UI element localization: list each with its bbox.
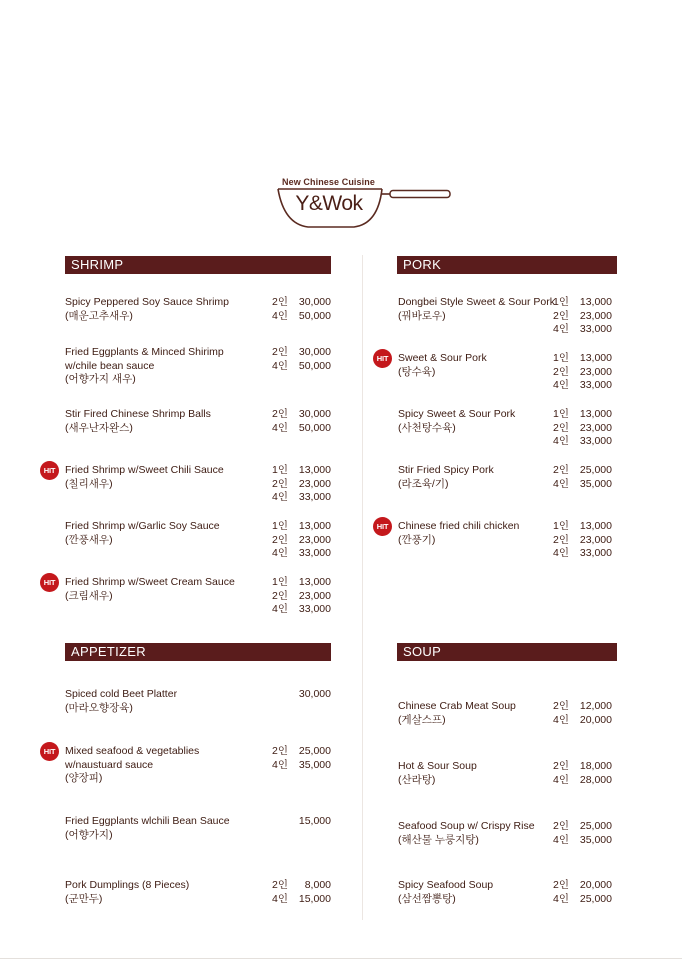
menu-item-name-line: Pork Dumplings (8 Pieces) [65, 879, 190, 891]
section-header-pork: PORK [397, 256, 617, 274]
price: 13,000 [579, 520, 612, 532]
menu-item-name [65, 815, 230, 842]
price-row [272, 688, 331, 702]
brand-tagline: New Chinese Cuisine [282, 177, 375, 187]
menu-item-name-line: Stir Fried Spicy Pork [398, 464, 494, 476]
price-row [553, 296, 612, 310]
serving-size: 2인 [553, 820, 569, 832]
price-list [553, 700, 612, 727]
price: 25,000 [298, 745, 331, 757]
serving-size: 4인 [272, 359, 288, 372]
menu-item-name-line: w/chile bean sauce [65, 359, 155, 372]
serving-size: 1인 [272, 576, 288, 588]
price-list [553, 408, 612, 449]
menu-item-name-line: Fried Shrimp w/Sweet Chili Sauce [65, 464, 224, 476]
menu-item-name-line: w/naustuard sauce [65, 758, 154, 771]
menu-item-name-line: (마라오향장육) [65, 701, 133, 714]
menu-item-name-line: Stir Fired Chinese Shrimp Balls [65, 408, 211, 420]
menu-item-name-line: Dongbei Style Sweet & Sour Pork [398, 296, 555, 308]
menu-item-name-line: (삼선짬뽕탕) [398, 892, 456, 905]
menu-item-name-line: Chinese Crab Meat Soup [398, 700, 516, 712]
serving-size: 1인 [553, 352, 569, 364]
menu-item-name [65, 296, 229, 323]
price: 13,000 [579, 296, 612, 308]
price-row [272, 745, 331, 759]
price-list [553, 296, 612, 337]
hit-badge: HIT [373, 517, 392, 536]
price: 50,000 [298, 359, 331, 372]
price-list [553, 464, 612, 491]
price: 23,000 [579, 365, 612, 378]
price: 23,000 [298, 533, 331, 546]
serving-size: 4인 [553, 547, 569, 559]
price-row [272, 422, 331, 436]
section-header-soup: SOUP [397, 643, 617, 661]
menu-item-name-line: (깐풍새우) [65, 533, 113, 546]
price: 35,000 [579, 477, 612, 490]
price-list [553, 879, 612, 906]
price: 13,000 [579, 352, 612, 364]
serving-size: 4인 [272, 758, 288, 771]
price: 33,000 [579, 435, 612, 447]
menu-item-name [398, 760, 477, 787]
menu-item-name [65, 346, 224, 387]
price-row [553, 435, 612, 449]
serving-size: 1인 [553, 296, 569, 308]
menu-item-name [398, 879, 493, 906]
price-row [272, 491, 331, 505]
brand-name: Y&Wok [295, 192, 363, 215]
price-list [553, 760, 612, 787]
hit-badge: HIT [40, 573, 59, 592]
price-row [553, 464, 612, 478]
price: 35,000 [579, 833, 612, 846]
serving-size: 2인 [553, 760, 569, 772]
price-row [553, 879, 612, 893]
serving-size: 2인 [272, 879, 288, 891]
price: 18,000 [579, 760, 612, 772]
menu-item-name-line: Spicy Peppered Soy Sauce Shrimp [65, 296, 230, 308]
serving-size: 4인 [553, 713, 569, 726]
menu-item-name [398, 700, 516, 727]
menu-item-name [398, 820, 535, 847]
menu-item-name-line: (매운고추새우) [65, 309, 133, 322]
menu-item-name [398, 296, 555, 323]
price: 15,000 [298, 892, 331, 905]
menu-item-name-line: Sweet & Sour Pork [398, 352, 487, 364]
hit-badge: HIT [40, 742, 59, 761]
serving-size: 1인 [272, 520, 288, 532]
price: 33,000 [298, 491, 331, 503]
menu-item-name-line: (어향가지 새우) [65, 373, 136, 385]
serving-size: 4인 [553, 379, 569, 391]
price: 30,000 [298, 296, 331, 308]
price-list [272, 346, 331, 373]
price: 30,000 [298, 688, 331, 700]
menu-item-name [398, 408, 515, 435]
price: 50,000 [298, 421, 331, 434]
menu-item-name-line: Chinese fried chili chicken [398, 520, 520, 532]
price: 33,000 [579, 379, 612, 391]
serving-size: 2인 [553, 533, 569, 546]
price: 50,000 [298, 309, 331, 322]
price: 33,000 [298, 603, 331, 615]
price: 13,000 [298, 576, 331, 588]
serving-size: 1인 [272, 464, 288, 476]
menu-item-name-line: Fried Eggplants & Minced Shirimp [65, 346, 224, 358]
menu-item-name-line: (칠리새우) [65, 477, 113, 490]
price: 25,000 [579, 892, 612, 905]
serving-size: 1인 [553, 520, 569, 532]
price: 28,000 [579, 773, 612, 786]
menu-item-name [398, 464, 494, 491]
price-row [553, 323, 612, 337]
price: 25,000 [579, 820, 612, 832]
price-row [272, 310, 331, 324]
menu-item-name-line: Spicy Seafood Soup [398, 879, 494, 891]
menu-item-name [65, 520, 220, 547]
serving-size: 4인 [272, 603, 288, 615]
price-row [272, 590, 331, 604]
price-row [553, 760, 612, 774]
price: 13,000 [579, 408, 612, 420]
price-row [272, 547, 331, 561]
serving-size: 4인 [553, 833, 569, 846]
menu-item-name-line: Spicy Sweet & Sour Pork [398, 408, 516, 420]
price-row [553, 408, 612, 422]
price: 30,000 [298, 346, 331, 358]
section-header-shrimp: SHRIMP [65, 256, 331, 274]
serving-size: 4인 [272, 309, 288, 322]
price-list [272, 688, 331, 702]
serving-size: 2인 [272, 408, 288, 420]
price: 33,000 [298, 547, 331, 559]
serving-size: 4인 [272, 421, 288, 434]
serving-size: 2인 [272, 533, 288, 546]
menu-item-name [398, 520, 519, 547]
serving-size: 2인 [272, 346, 288, 358]
price-list [272, 296, 331, 323]
price-row [272, 576, 331, 590]
menu-item-name [65, 576, 235, 603]
menu-item-name [65, 464, 224, 491]
serving-size: 4인 [272, 547, 288, 559]
menu-item-name-line: (라조육/기) [398, 477, 449, 490]
menu-item-name [65, 408, 211, 435]
menu-item-name [398, 352, 487, 379]
menu-item-name [65, 688, 177, 715]
menu-item-name-line: (꿔바로우) [398, 309, 446, 322]
price-list [272, 576, 331, 617]
menu-item-name-line: Fried Shrimp w/Garlic Soy Sauce [65, 520, 220, 532]
menu-item-name-line: (깐풍기) [398, 533, 436, 546]
menu-item-name-line: (산라탕) [398, 773, 436, 786]
menu-item-name [65, 745, 199, 786]
serving-size: 2인 [553, 309, 569, 322]
menu-item-name-line: (사천탕수육) [398, 421, 456, 434]
serving-size: 4인 [553, 892, 569, 905]
menu-item-name-line: (크림새우) [65, 589, 113, 602]
serving-size: 2인 [553, 879, 569, 891]
price-list [553, 352, 612, 393]
price-list [272, 815, 331, 829]
price: 25,000 [579, 464, 612, 476]
price-row [553, 520, 612, 534]
menu-item-name-line: (탕수육) [398, 365, 436, 378]
price-row [272, 879, 331, 893]
price: 23,000 [579, 309, 612, 322]
hit-badge: HIT [373, 349, 392, 368]
serving-size: 2인 [553, 464, 569, 476]
section-header-appetizer: APPETIZER [65, 643, 331, 661]
serving-size: 4인 [553, 435, 569, 447]
menu-item-name-line: Hot & Sour Soup [398, 760, 477, 772]
serving-size: 2인 [272, 296, 288, 308]
price: 12,000 [579, 700, 612, 712]
menu-item-name [65, 879, 189, 906]
price-list [272, 520, 331, 561]
serving-size: 2인 [553, 365, 569, 378]
serving-size: 4인 [272, 892, 288, 905]
price-list [272, 879, 331, 906]
serving-size: 4인 [553, 773, 569, 786]
serving-size: 2인 [272, 477, 288, 490]
price: 23,000 [579, 533, 612, 546]
price-row [272, 893, 331, 907]
price-row [553, 834, 612, 848]
price: 33,000 [579, 547, 612, 559]
price: 23,000 [298, 477, 331, 490]
menu-item-name-line: Spiced cold Beet Platter [65, 688, 178, 700]
price-list [553, 520, 612, 561]
serving-size: 4인 [272, 491, 288, 503]
price-row [553, 547, 612, 561]
price: 13,000 [298, 464, 331, 476]
price: 33,000 [579, 323, 612, 335]
price: 13,000 [298, 520, 331, 532]
brand-logo [268, 172, 458, 236]
menu-item-name-line: (어향가지) [65, 828, 113, 841]
price: 35,000 [298, 758, 331, 771]
price: 23,000 [579, 421, 612, 434]
price: 15,000 [298, 815, 331, 827]
price-row [272, 759, 331, 773]
menu-item-name-line: (게살스프) [398, 713, 446, 726]
menu-item-name-line: (양장피) [65, 772, 103, 784]
menu-item-name-line: Mixed seafood & vegetablies [65, 745, 200, 757]
price: 30,000 [298, 408, 331, 420]
serving-size: 4인 [553, 477, 569, 490]
price-row [553, 478, 612, 492]
price-row [272, 296, 331, 310]
menu-item-name-line: (해산물 누룽지탕) [398, 833, 479, 846]
serving-size: 2인 [553, 700, 569, 712]
price-row [553, 774, 612, 788]
price-row [553, 310, 612, 324]
serving-size: 2인 [272, 589, 288, 602]
price-list [272, 745, 331, 772]
hit-badge: HIT [40, 461, 59, 480]
price-row [553, 714, 612, 728]
price-row [553, 893, 612, 907]
serving-size: 4인 [553, 323, 569, 335]
menu-item-name-line: Fried Eggplants wlchili Bean Sauce [65, 815, 230, 827]
column-divider [362, 255, 363, 920]
price: 20,000 [579, 713, 612, 726]
menu-item-name-line: Seafood Soup w/ Crispy Rise [398, 820, 535, 832]
price-row [553, 366, 612, 380]
price-row [272, 534, 331, 548]
price-row [272, 464, 331, 478]
price-list [553, 820, 612, 847]
price-row [553, 379, 612, 393]
menu-item-name-line: (군만두) [65, 892, 103, 905]
price-list [272, 464, 331, 505]
price-row [272, 360, 331, 374]
serving-size: 2인 [553, 421, 569, 434]
price-row [272, 478, 331, 492]
price-list [272, 408, 331, 435]
serving-size: 1인 [553, 408, 569, 420]
price: 20,000 [579, 879, 612, 891]
price-row [272, 408, 331, 422]
price-row [272, 815, 331, 829]
price-row [272, 346, 331, 360]
price-row [553, 820, 612, 834]
price: 8,000 [304, 879, 331, 891]
price-row [553, 422, 612, 436]
price-row [553, 534, 612, 548]
price-row [272, 603, 331, 617]
menu-item-name-line: (새우난자완스) [65, 421, 133, 434]
price: 23,000 [298, 589, 331, 602]
price-row [553, 700, 612, 714]
serving-size: 2인 [272, 745, 288, 757]
price-row [553, 352, 612, 366]
menu-item-name-line: Fried Shrimp w/Sweet Cream Sauce [65, 576, 235, 588]
price-row [272, 520, 331, 534]
